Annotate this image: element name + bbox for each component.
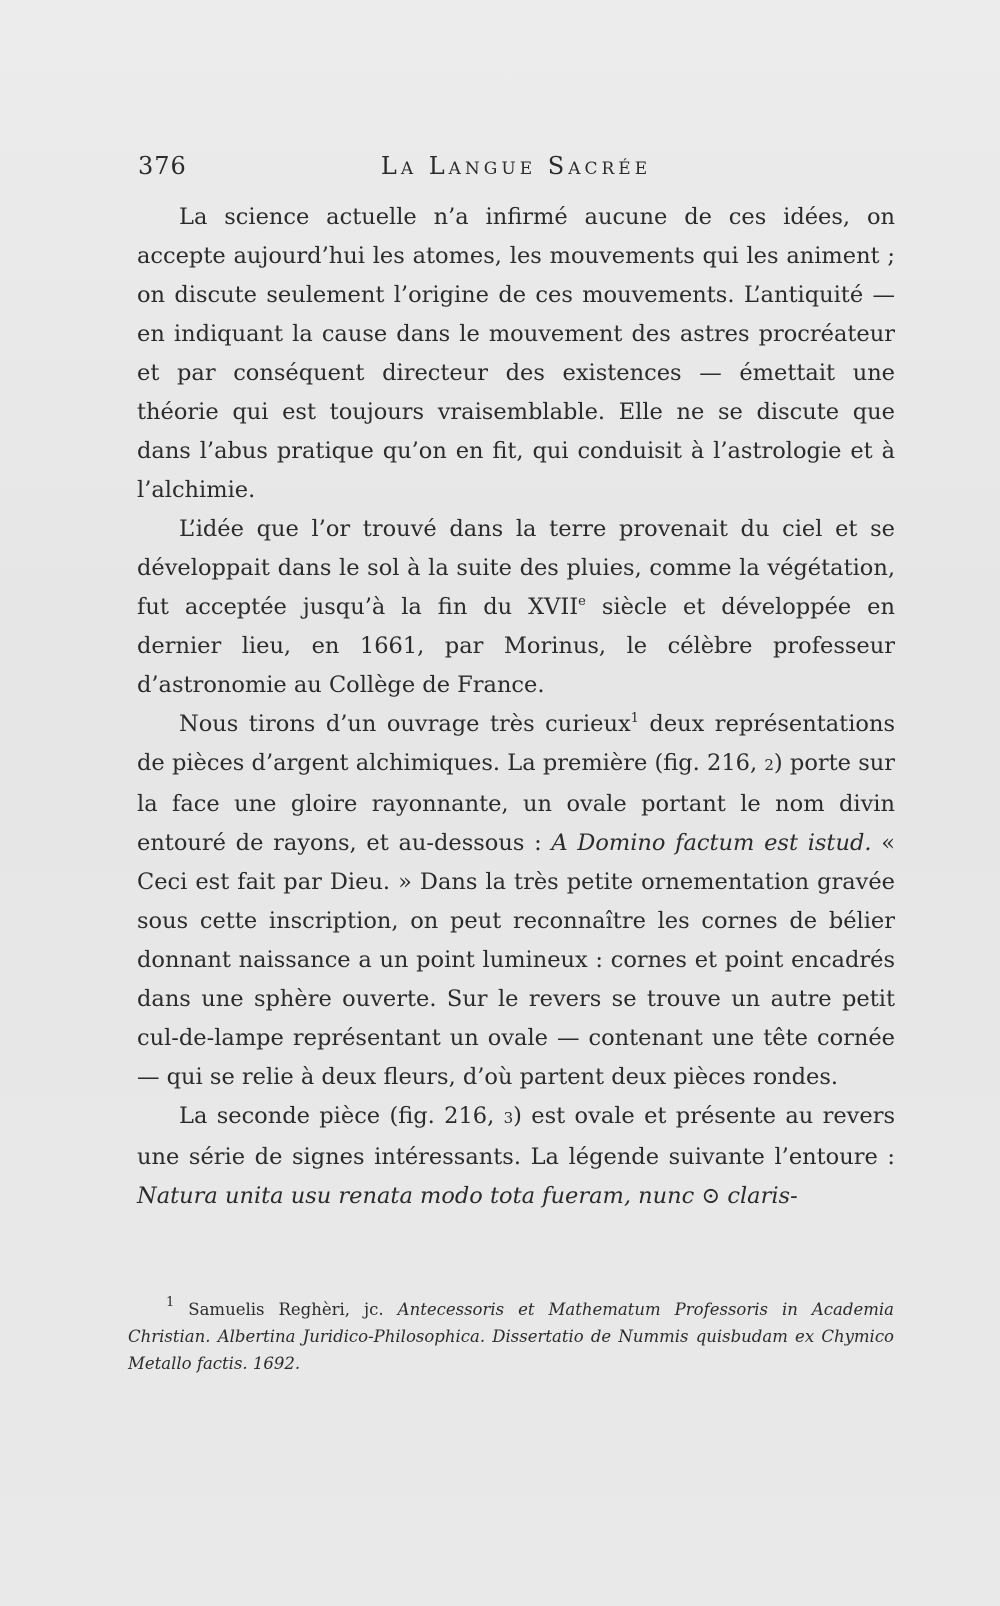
paragraph-2-text-a: L’idée que l’or trouvé dans la terre provenait du ciel et se développait dans le sol à la suite des pluies, comme la végétation, fut acceptée jusqu’à la fin du XVII: [137, 516, 895, 620]
paragraph-4: [137, 1097, 895, 1216]
paragraph-2: [137, 510, 895, 705]
running-title: La Langue Sacrée: [380, 152, 652, 180]
paragraph-1: [137, 198, 895, 510]
paragraph-4-text-b: ) est ovale et présente au revers une série de signes intéressants. La légende suivante l’entoure :: [137, 1103, 896, 1170]
latin-legend: Natura unita usu renata modo tota fueram, nunc ⊙ claris-: [137, 1183, 798, 1209]
page-number: 376: [138, 152, 187, 180]
figure-number-3: 3: [503, 1109, 514, 1127]
page-header: [138, 152, 894, 188]
footnote-1: [128, 1296, 894, 1377]
footnote-marker: 1: [166, 1295, 175, 1310]
paragraph-2-text-b: siècle et développée en dernier lieu, en 1661, par Morinus, le célèbre professeur d’astronomie au Collège de France.: [137, 594, 895, 698]
footnote-text: Samuelis Reghèri, jc.: [174, 1300, 398, 1319]
paragraph-3-text-c: ) porte sur la face une gloire rayonnante, un ovale portant le nom divin entouré de rayons, et au-dessous :: [137, 750, 895, 856]
latin-inscription: A Domino factum est istud.: [551, 830, 872, 856]
paragraph-3-text-a: Nous tirons d’un ouvrage très curieux: [179, 711, 631, 737]
paragraph-3-text-b: deux représentations de pièces d’argent alchimiques. La première (fig. 216,: [137, 711, 895, 776]
footnote-reference: 1: [630, 711, 639, 726]
paragraph-4-text-a: La seconde pièce (fig. 216,: [179, 1103, 504, 1129]
paragraph-3-text-d: « Ceci est fait par Dieu. » Dans la très petite ornementation gravée sous cette inscription, on peut reconnaître les cornes de bélier donnant naissance a un point lumineux : cornes et point encadrés dans une sphère ouverte. Sur le revers se trouve un autre petit cul-de-lampe représentant un ovale — contenant une tête cornée — qui se relie à deux fleurs, d’où partent deux pièces rondes.: [137, 830, 896, 1090]
paragraph-3: [137, 705, 895, 1097]
century-superscript: e: [578, 594, 586, 609]
body-text: [137, 198, 895, 1216]
figure-number-2: 2: [764, 756, 774, 774]
footnotes: [128, 1296, 894, 1377]
paragraph-1-text: La science actuelle n’a infirmé aucune de ces idées, on accepte aujourd’hui les atomes, les mouvements qui les animent ; on discute seulement l’origine de ces mouvements. L’antiquité — en indiquant la cause dans le mouvement des astres procréateur et par conséquent directeur des existences — émettait une théorie qui est toujours vraisemblable. Elle ne se discute que dans l’abus pratique qu’on en fit, qui conduisit à l’astrologie et à l’alchimie.: [137, 204, 895, 503]
footnote-citation: Antecessoris et Mathematum Professoris in Academia Christian. Albertina Juridico-Philosophica. Dissertatio de Nummis quisbudam ex Chymico Metallo factis. 1692.: [128, 1300, 894, 1373]
